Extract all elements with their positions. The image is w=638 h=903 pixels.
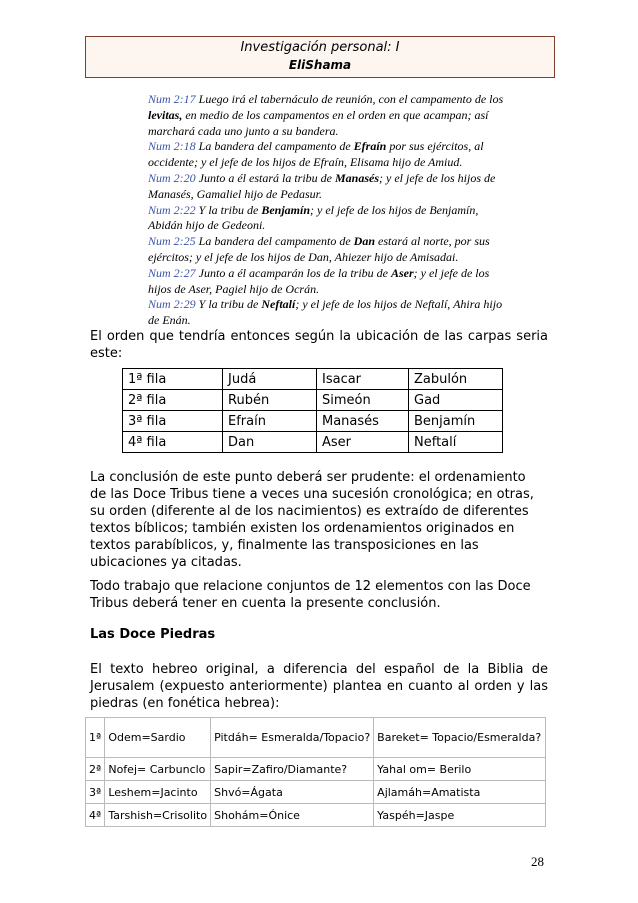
table-cell: Rubén [223,390,317,411]
quote-text: Dan [353,234,375,249]
verse-reference: Num 2:27 [148,265,196,280]
verse-reference: Num 2:22 [148,202,196,217]
quote-text: por sus ejércitos, al [386,139,484,154]
paragraph-line: El orden que tendría entonces según la ubicación de las carpas seria [90,329,548,344]
quote-text: Junto a él estará la tribu de [195,170,335,185]
table-cell: 2ª [86,758,105,781]
table-cell: Dan [223,432,317,453]
table-cell: Nofej= Carbunclo [105,758,211,781]
quote-line [148,155,548,171]
quote-text: ejércitos; y el jefe de los hijos de Dan, Ahiezer hijo de Amisadai. [148,249,459,264]
quote-line [148,139,548,155]
quote-line [148,266,548,282]
quote-text: en medio de los campamentos en el orden en que acampan; así [182,107,489,122]
table-cell: Isacar [317,369,409,390]
stones-table [85,717,546,827]
quote-line [148,234,548,250]
quote-line [148,313,548,329]
quote-line [148,171,548,187]
table-cell: Zabulón [409,369,503,390]
quote-text: Benjamín [261,202,311,217]
quote-line [148,297,548,313]
quote-text: levitas, [148,107,183,122]
paragraph-line: de las Doce Tribus tiene a veces una sucesión cronológica; en otras, [90,487,534,502]
table-cell: 1ª [86,718,105,758]
paragraph-line: Tribus deberá tener en cuenta la presente conclusión. [90,596,441,611]
table-cell: Manasés [317,411,409,432]
quote-line [148,250,548,266]
quote-text: ; y el jefe de los [413,265,490,280]
paragraph-line: su orden (diferente al de los nacimientos) es extraído de diferentes [90,504,529,519]
paragraph-twelve-elements [90,578,548,612]
table-cell: Judá [223,369,317,390]
table-row [123,411,503,432]
quote-text: ; y el jefe de los hijos de Benjamín, [310,202,479,217]
quote-text: Manasés [335,170,380,185]
verse-reference: Num 2:18 [148,139,196,154]
verse-reference: Num 2:25 [148,234,196,249]
quote-text: Neftalí [261,297,296,312]
table-cell: Neftalí [409,432,503,453]
table-cell: Gad [409,390,503,411]
quote-line [148,108,548,124]
paragraph-line: La conclusión de este punto deberá ser prudente: el ordenamiento [90,470,526,485]
section-heading: Las Doce Piedras [90,627,216,642]
table-cell: Leshem=Jacinto [105,781,211,804]
table-cell: 3ª fila [123,411,223,432]
table-cell: Sapir=Zafiro/Diamante? [211,758,374,781]
quote-text: marchará cada uno junto a su bandera. [148,123,339,138]
table-cell: 1ª fila [123,369,223,390]
paragraph-line: Jerusalem (expuesto anteriormente) plantea en cuanto al orden y las [90,679,548,694]
paragraph-line: textos parabíblicos, y, finalmente las transposiciones en las [90,538,479,553]
table-cell: Bareket= Topacio/Esmeralda? [374,718,546,758]
quote-text: Y la tribu de [195,202,262,217]
header-title: Investigación personal: I [240,40,400,55]
quote-text: Aser [390,265,414,280]
paragraph-line: ubicaciones ya citadas. [90,555,242,570]
table-row [123,369,503,390]
paragraph-hebrew-text [90,661,548,712]
table-cell: Shvó=Ágata [211,781,374,804]
verse-reference: Num 2:17 [148,92,196,106]
quote-line [148,187,548,203]
quote-text: ; y el jefe de los hijos de Neftalí, Ahira hijo [295,297,503,312]
table-cell: Efraín [223,411,317,432]
paragraph-line: El texto hebreo original, a diferencia del español de la Biblia de [90,662,548,677]
paragraph-line: Todo trabajo que relacione conjuntos de 12 elementos con las Doce [90,579,531,594]
table-cell: 4ª [86,804,105,827]
table-cell: 4ª fila [123,432,223,453]
header-author: EliShama [288,58,352,72]
quote-line [148,124,548,140]
tribes-camp-table [122,368,503,453]
quote-text: Manasés, Gamaliel hijo de Pedasur. [148,186,322,201]
table-cell: Pitdáh= Esmeralda/Topacio? [211,718,374,758]
table-row [86,804,546,827]
quote-text: occidente; y el jefe de los hijos de Efraín, Elisama hijo de Amiud. [148,155,463,170]
paragraph-line: este: [90,346,123,361]
paragraph-order [90,328,548,362]
table-cell: 2ª fila [123,390,223,411]
table-cell: Yahal om= Berilo [374,758,546,781]
table-cell: Simeón [317,390,409,411]
page-number: 28 [531,854,544,869]
table-row [123,432,503,453]
table-row [86,718,546,758]
bible-quote-block [148,92,548,329]
table-row [86,758,546,781]
quote-line [148,203,548,219]
table-cell: 3ª [86,781,105,804]
paragraph-conclusion [90,469,548,571]
table-cell: Ajlamáh=Amatista [374,781,546,804]
quote-text: Abidán hijo de Gedeoni. [148,218,266,233]
quote-text: de Enán. [148,313,191,328]
quote-text: ; y el jefe de los hijos de [379,170,496,185]
table-cell: Yaspéh=Jaspe [374,804,546,827]
quote-line [148,218,548,234]
table-cell: Shohám=Ónice [211,804,374,827]
table-cell: Aser [317,432,409,453]
table-cell: Tarshish=Crisolito [105,804,211,827]
quote-text: Y la tribu de [195,297,262,312]
paragraph-line: textos bíblicos; también existen los ordenamientos originados en [90,521,515,536]
quote-text: La bandera del campamento de [195,139,354,154]
quote-text: Junto a él acamparán los de la tribu de [195,265,391,280]
verse-reference: Num 2:20 [148,170,196,185]
quote-text: Efraín [353,139,387,154]
table-cell: Benjamín [409,411,503,432]
quote-text: hijos de Aser, Pagiel hijo de Ocrán. [148,281,320,296]
table-row [123,390,503,411]
table-cell: Odem=Sardio [105,718,211,758]
document-header [85,36,555,78]
paragraph-line: piedras (en fonética hebrea): [90,696,280,711]
quote-text: Luego irá el tabernáculo de reunión, con el campamento de los [195,92,504,106]
quote-text: La bandera del campamento de [195,234,354,249]
quote-text: estará al norte, por sus [375,234,490,249]
verse-reference: Num 2:29 [148,297,196,312]
table-row [86,781,546,804]
quote-line [148,282,548,298]
quote-line [148,92,548,108]
